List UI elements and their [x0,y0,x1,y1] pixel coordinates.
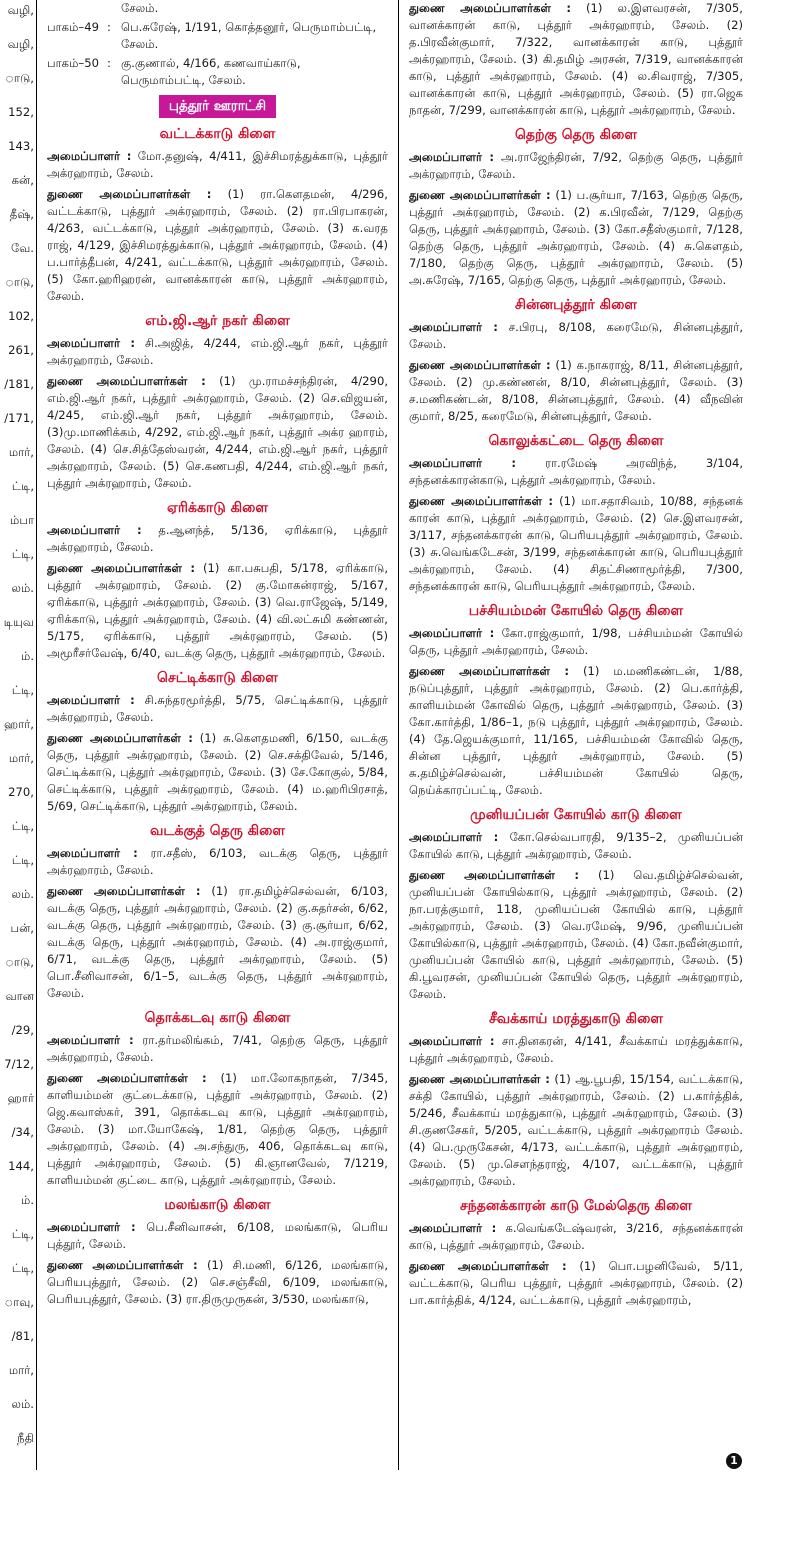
left-fragment: லம். [11,1397,34,1411]
left-fragment: 270, [8,785,34,799]
sub-label: துணை அமைப்பாளர்கள் : [409,1259,567,1273]
sub-organisers-entry [47,883,388,1002]
branch-heading: வட்டக்காடு கிளை [159,126,276,142]
left-fragment: ட்டி, [11,1227,34,1241]
sub-label: துணை அமைப்பாளர்கள் : [409,188,551,202]
panchayat-banner-text: புத்தூர் ஊராட்சி [159,95,276,118]
organiser-text: கோ.செல்வபாரதி, 9/135–2, முனியப்பன் கோயில் காடு, புத்தூர் அக்ரஹாரம், சேலம். [409,830,743,861]
organiser-entry [409,1220,743,1254]
left-fragment: ட்டி, [11,479,34,493]
branch-heading: தெற்கு தெரு கிளை [515,127,637,143]
organiser-entry [409,1033,743,1067]
organiser-text: ரா.சதீஸ், 6/103, வடக்கு தெரு, புத்தூர் அக்ரஹாரம், சேலம். [47,846,388,877]
sub-organisers-entry [409,357,743,425]
left-fragment: கன், [11,173,34,187]
organiser-text: க.வெங்கடேஷ்வரன், 3/216, சந்தனக்காரன் காடு, புத்தூர் அக்ரஹாரம், சேலம். [409,1221,743,1252]
organiser-text: ரா.ரமேஷ் அரவிந்த், 3/104, சந்தனக்காரன்காடு, புத்தூர் அக்ரஹாரம், சேலம். [409,456,743,487]
right-sections [409,125,743,1309]
sub-organisers-entry [409,187,743,289]
left-fragment: நீதி [17,1431,34,1445]
left-fragment: லம். [11,887,34,901]
sub-text: (1) க.நாகராஜ், 8/11, சின்னபுத்தூர், சேலம். (2) மு.கண்ணன், 8/10, சின்னபுத்தூர், சேலம். (3) ச.மணிகண்டன், 8/108, சின்னபுத்தூர், சேலம். (4) வீநவின் குமார், 8/25, கரைமேடு, சின்னபுத்தூர், சேலம். [409,358,743,423]
organiser-label: அமைப்பாளர் : [47,1033,134,1047]
organiser-text: சா.தினகரன், 4/141, சீவக்காய் மரத்துக்காடு, புத்தூர் அக்ரஹாரம், சேலம். [409,1034,743,1065]
organiser-text: அ.ராஜேந்திரன், 7/92, தெற்கு தெரு, புத்தூர் அக்ரஹாரம், சேலம். [409,150,743,181]
organiser-entry [409,829,743,863]
sub-organisers-entry [409,867,743,1003]
organiser-label: அமைப்பாளர் : [409,830,499,844]
branch-heading: முனியப்பன் கோயில் காடு கிளை [470,807,682,823]
sub-label: துணை அமைப்பாளர்கள் : [409,358,551,372]
branch-heading: பச்சியம்மன் கோயில் தெரு கிளை [468,603,684,619]
panchayat-banner [47,95,388,118]
organiser-entry [47,1219,388,1253]
organiser-entry [409,455,743,489]
branch-heading: மலங்காடு கிளை [164,1197,271,1213]
sub-organisers-entry [47,560,388,662]
organiser-label: அமைப்பாளர் : [409,150,494,164]
sub-organisers-entry [409,1258,743,1309]
column-divider-left [36,0,37,1470]
branch-heading: சந்தனக்காரன் காடு மேல்தெரு கிளை [459,1198,693,1214]
sub-text: (1) மு.ராமச்சந்திரன், 4/290, எம்.ஜி.ஆர் நகர், புத்தூர் அக்ரஹாரம், சேலம். (2) செ.விஜயன், 4/245, எம்.ஜி.ஆர் நகர், புத்தூர் அக்ரஹாரம், சேலம். (3)மு.மாணிக்கம், 4/292, எம்.ஜி.ஆர் நகர், புத்தூர் அக்ர ஹாரம், சேலம். (4) செ.சித்தேஸ்வரன், 4/244, எம்.ஜி.ஆர் நகர், புத்தூர் அக்ரஹாரம், சேலம். (5) செ.கணபதி, 4/244, எம்.ஜி.ஆர் நகர், புத்தூர் அக்ரஹாரம், சேலம். [47,374,388,490]
left-fragment: ாடு, [5,71,34,85]
left-fragment: 261, [8,343,34,357]
branch-heading: செட்டிக்காடு கிளை [157,670,278,686]
left-fragment: ட்டி, [11,1261,34,1275]
middle-column [47,0,388,1312]
branch-heading: கொலுக்கட்டை தெரு கிளை [488,433,664,449]
part-value: பெ.சுரேஷ், 1/191, கொத்தனூர், பெருமாம்பட்டி, சேலம். [121,20,377,51]
left-fragment: வழி, [7,3,34,17]
left-fragment: ஹார், [3,717,34,731]
organiser-text: ச.பிரபு, 8/108, கரைமேடு, சின்னபுத்தூர், சேலம். [409,320,743,351]
organiser-label: அமைப்பாளர் : [409,1221,497,1235]
sub-organisers-entry [47,1257,388,1308]
part-row [47,0,388,17]
organiser-label: அமைப்பாளர் : [409,320,498,334]
top-sub-organisers [409,0,743,119]
left-fragment: ட்டி, [11,683,34,697]
organiser-entry [409,319,743,353]
part-row [47,19,388,53]
sub-organisers-entry [409,1071,743,1190]
organiser-entry [47,1032,388,1066]
branch-heading: சின்னபுத்தூர் கிளை [515,297,637,313]
middle-sections [47,124,388,1308]
left-fragment: மார், [8,445,34,459]
sub-text: (1) ரா.தமிழ்ச்செல்வன், 6/103, வடக்கு தெரு, புத்தூர் அக்ரஹாரம், சேலம். (2) கு.சுதர்சன், 6/62, வடக்கு தெரு, புத்தூர் அக்ரஹாரம், சேலம். (3) கு.சூர்யா, 6/62, வடக்கு தெரு, புத்தூர் அக்ரஹாரம், சேலம். (4) அ.ராஜ்குமார், 6/71, வடக்கு தெரு, புத்தூர் அக்ரஹாரம், சேலம். (5) பொ.சீனிவாசன், 6/1–5, வடக்கு தெரு, புத்தூர் அக்ரஹாரம், சேலம். [47,884,388,1000]
organiser-label: அமைப்பாளர் : [47,336,135,350]
sub-organisers-entry [47,373,388,492]
left-fragment: ம்பா [9,513,34,527]
organiser-text: மோ.தனுஷ், 4/411, இச்சிமரத்துக்காடு, புத்தூர் அக்ரஹாரம், சேலம். [47,149,388,180]
sub-label: துணை அமைப்பாளர்கள் : [47,187,212,201]
organiser-label: அமைப்பாளர் : [409,456,516,470]
organiser-entry [47,335,388,369]
organiser-entry [47,522,388,556]
sub-organisers-entry [409,663,743,799]
left-fragment: ஹார் [7,1091,34,1105]
sub-text: (1) மா.சதாசிவம், 10/88, சந்தனக் காரன் காடு, புத்தூர் அக்ரஹாரம், சேலம். (2) செ.இளவரசன், 3/117, சந்தனக்காரன் காடு, பெரியபுத்தூர் அக்ரஹாரம், சேலம். (3) சு.வெங்கடேசன், 3/199, சந்தனக்காரன் காடு, பெரியபுத்தூர் அக்ரஹாரம், சேலம். (4) சிதட்சிணாமூர்த்தி, 7/300, சந்தனக்காரன் காடு, பெரியபுத்தூர் அக்ரஹாரம், சேலம். [409,494,743,593]
branch-heading: சீவக்காய் மரத்துகாடு கிளை [488,1011,663,1027]
sub-label: துணை அமைப்பாளர்கள் : [47,1258,198,1272]
sub-organisers-entry [47,186,388,305]
left-fragment: ட்டி, [11,547,34,561]
right-column [409,0,743,1313]
part-number: பாகம்–50 [47,56,99,70]
part-colon [107,0,121,17]
organiser-label: அமைப்பாளர் : [47,149,132,163]
left-fragment: 102, [8,309,34,323]
branch-heading: ஏரிக்காடு கிளை [167,500,268,516]
left-fragment: ாடு, [5,275,34,289]
left-fragment: வழி, [7,37,34,51]
left-fragment: தீஷ், [9,207,34,221]
branch-heading: வடக்குத் தெரு கிளை [149,823,286,839]
part-value: கு.குணால், 4/166, கணவாய்காடு, பெருமாம்பட்டி, சேலம். [121,56,301,87]
sub-text: (1) ரா.கௌதமன், 4/296, வட்டக்காடு, புத்தூர் அக்ரஹாரம், சேலம். (2) ரா.பிரபாகரன், 4/263, வட்டக்காடு, புத்தூர் அக்ரஹாரம், சேலம். (3) க.வரத ராஜ், 4/129, இச்சிமரத்துக்காடு, புத்தூர் அக்ரஹாரம், சேலம். (4) ப.பார்த்தீபன், 4/241, வட்டக்காடு, புத்தூர் அக்ரஹாரம், சேலம். (5) கோ.ஹரிஹரன், வானக்காரன் காடு, புத்தூர் அக்ரஹாரம், சேலம். [47,187,388,303]
sub-label: துணை அமைப்பாளர்கள் : [47,1071,207,1085]
part-colon: : [107,56,111,70]
part-value: சேலம். [121,1,159,15]
sub-text: (1) ம.மணிகண்டன், 1/88, நடுப்புத்தூர், புத்தூர் அக்ரஹாரம், சேலம். (2) பெ.கார்த்தி, காளியம்மன் கோவில் தெரு, புத்தூர் அக்ரஹாரம், சேலம். (3) கோ.கார்த்தி, 1/86–1, நடு புத்தூர், புத்தூர் அக்ரஹாரம், சேலம். (4) தே.ஜெயக்குமார், 11/165, பச்சியம்மன் கோவில் தெரு, சின்ன புத்தூர், புத்தூர் அக்ரஹாரம், சேலம். (5) சு.தமிழ்ச்செல்வன், பச்சியம்மன் கோயில் தெரு, நெய்க்காரப்பட்டி, சேலம். [409,664,743,797]
sub-label: துணை அமைப்பாளர்கள் : [47,374,206,388]
sub-label: துணை அமைப்பாளர்கள் : [409,494,554,508]
left-fragment: ாவு, [4,1295,34,1309]
sub-organisers-entry [409,493,743,595]
sub-text: (1) ஆ.பூபதி, 15/154, வட்டக்காடு, சக்தி கோயில், புத்தூர் அக்ரஹாரம், சேலம். (2) ப.கார்த்திக், 5/246, சீவக்காய் மரத்துகாடு, புத்தூர் அக்ரஹாரம், சேலம். (3) சி.குணசேகர், 5/205, வட்டக்காடு, புத்தூர் அக்ரஹாரம் சேலம். (4) பெ.முருகேசன், 4/173, வட்டக்காடு, புத்தூர் அக்ரஹாரம், சேலம். (5) மு.சௌந்தராஜ், 4/107, வட்டக்காடு, புத்தூர் அக்ரஹாரம், சேலம். [409,1072,743,1188]
part-number: பாகம்–49 [47,20,99,34]
organiser-text: த.ஆனந்த், 5/136, ஏரிக்காடு, புத்தூர் அக்ரஹாரம், சேலம். [47,523,388,554]
organiser-entry [409,625,743,659]
organiser-label: அமைப்பாளர் : [47,1220,136,1234]
branch-heading: தொக்கடவு காடு கிளை [144,1010,291,1026]
left-column-fragments [0,0,34,1447]
sub-text: (1) கா.பசுபதி, 5/178, ஏரிக்காடு, புத்தூர் அக்ரஹாரம், சேலம். (2) கு.மோகன்ராஜ், 5/167, ஏரிக்காடு, புத்தூர் அக்ரஹாரம், சேலம். (3) வெ.ராஜேஷ், 5/149, ஏரிக்காடு, புத்தூர் அக்ரஹாரம், சேலம். (4) வி.லட்சுமி கண்ணன், 5/175, ஏரிக்காடு, புத்தூர் அக்ரஹாரம், சேலம். (5) அமூரீசர்வேஷ், 6/40, வடக்கு தெரு, புத்தூர் அக்ரஹாரம், சேலம். [47,561,388,660]
sub-text: (1) வெ.தமிழ்ச்செல்வன், முனியப்பன் கோயில்காடு, புத்தூர் அக்ரஹாரம், சேலம். (2) நா.பரத்குமார், 118, முனியப்பன் கோயில் காடு, புத்தூர் அக்ரஹாரம், சேலம். (3) வெ.ரமேஷ், 9/96, முனியப்பன் கோயில்காடு, புத்தூர் அக்ரஹாரம், சேலம். (4) கோ.நவீன்குமார், முனியப்பன் கோயில் காடு, புத்தூர் அக்ரஹாரம், சேலம். (5) கி.பூவரசன், முனியப்பன் கோயில் தெரு, புத்தூர் அக்ரஹாரம், சேலம். [409,868,743,1001]
left-fragment: 143, [8,139,34,153]
organiser-text: சி.சுந்தரமூர்த்தி, 5/75, செட்டிக்காடு, புத்தூர் அக்ரஹாரம், சேலம். [47,693,388,724]
sub-text: (1) பொ.பழனிவேல், 5/11, வட்டக்காடு, பெரிய புத்தூர், புத்தூர் அக்ரஹாரம், சேலம். (2) பா.கார்த்திக், 4/124, வட்டக்காடு, புத்தூர் அக்ரஹாரம், [409,1259,743,1307]
page-number: 1 [726,1453,742,1469]
part-list [47,0,388,89]
left-fragment: ாடு, [5,955,34,969]
part-row [47,55,388,89]
sub-text: (1) மா.லோகநாதன், 7/345, காளியம்மன் குட்டைக்காடு, புத்தூர் அக்ரஹாரம், சேலம். (2) ஜெ.கவாஸ்கர், 391, தொக்கடவு காடு, புத்தூர் அக்ரஹாரம், சேலம். (3) மா.யோகேஷ், 1/81, தெற்கு தெரு, புத்தூர் அக்ரஹாரம், சேலம். (4) அ.சந்துரு, 406, தொக்கடவு காடு, புத்தூர் அக்ரஹாரம், சேலம். (5) கி.ஞானவேல், 7/1219, காளியம்மன் குட்டை காடு, புத்தூர் அக்ரஹாரம், சேலம். [47,1071,388,1187]
left-fragment: 144, [8,1159,34,1173]
part-colon: : [107,20,111,34]
left-fragment: /34, [11,1125,34,1139]
sub-label: துணை அமைப்பாளர்கள் : [409,1,571,15]
sub-label: துணை அமைப்பாளர்கள் : [409,664,569,678]
left-fragment: ம். [20,1193,34,1207]
sub-label: துணை அமைப்பாளர்கள் : [47,731,193,745]
sub-label: துணை அமைப்பாளர்கள் : [409,868,579,882]
left-fragment: ம். [20,649,34,663]
sub-label: துணை அமைப்பாளர்கள் : [47,561,196,575]
organiser-entry [47,692,388,726]
sub-organisers-entry [47,730,388,815]
sub-text: (1) ப.சூர்யா, 7/163, தெற்கு தெரு, புத்தூர் அக்ரஹாரம், சேலம். (2) க.பிரவீன், 7/129, தெற்கு தெரு, புத்தூர் அக்ரஹாரம், சேலம். (3) கோ.சதீஸ்குமார், 7/128, தெற்கு தெரு, புத்தூர் அக்ரஹாரம், சேலம். (4) சு.கௌதம், 7/180, தெற்கு தெரு, புத்தூர் அக்ரஹாரம், சேலம். (5) அ.சுரேஷ், 7/165, தெற்கு தெரு, புத்தூர் அக்ரஹாரம், சேலம். [409,188,743,287]
sub-label: துணை அமைப்பாளர்கள் : [409,1072,550,1086]
left-fragment: வே. [10,241,34,255]
organiser-text: சி.அஜித், 4/244, எம்.ஜி.ஆர் நகர், புத்தூர் அக்ரஹாரம், சேலம். [47,336,388,367]
organiser-label: அமைப்பாளர் : [409,626,495,640]
sub-label: துணை அமைப்பாளர்கள் : [47,884,201,898]
branch-heading: எம்.ஜி.ஆர் நகர் கிளை [145,313,290,329]
organiser-label: அமைப்பாளர் : [409,1034,495,1048]
left-fragment: ட்டி, [11,853,34,867]
part-number [47,0,107,17]
sub-text: (1) சி.மணி, 6/126, மலங்காடு, பெரியபுத்தூர், சேலம். (2) செ.சஞ்சீவி, 6/109, மலங்காடு, பெரியபுத்தூர், சேலம். (3) ரா.திருமுருகன், 3/530, மலங்காடு, [47,1258,388,1306]
organiser-text: பெ.சீனிவாசன், 6/108, மலங்காடு, பெரிய புத்தூர், சேலம். [47,1220,388,1251]
organiser-text: கோ.ராஜ்குமார், 1/98, பச்சியம்மன் கோயில் தெரு, புத்தூர் அக்ரஹாரம், சேலம். [409,626,743,657]
left-fragment: டியுவ [3,615,34,629]
left-fragment: /29, [11,1023,34,1037]
organiser-entry [47,148,388,182]
left-fragment: /171, [4,411,34,425]
organiser-label: அமைப்பாளர் : [47,693,135,707]
left-fragment: வான [5,989,34,1003]
left-fragment: 7/12, [4,1057,34,1071]
column-divider-right [398,0,399,1470]
sub-organisers-entry [47,1070,388,1189]
organiser-entry [409,149,743,183]
left-fragment: 152, [8,105,34,119]
organiser-label: அமைப்பாளர் : [47,523,142,537]
left-fragment: /181, [4,377,34,391]
left-fragment: மார், [8,751,34,765]
sub-text: (1) ல.இளவரசன், 7/305, வானக்காரன் காடு, புத்தூர் அக்ரஹாரம், சேலம். (2) த.பிரவீன்குமார், 7/322, வானக்காரன் காடு, புத்தூர் அக்ரஹாரம், சேலம். (3) கி.தமிழ் அரசன், 7/319, வானக்காரன் காடு, புத்தூர் அக்ரஹாரம், சேலம். (4) ல.சிவராஜ், 7/305, வானக்காரன் காடு, புத்தூர் அக்ரஹாரம், சேலம். (5) ரா.ஜெக நாதன், 7/299, வானக்காரன் காடு, புத்தூர் அக்ரஹாரம், சேலம். [409,1,743,117]
left-fragment: லம். [11,581,34,595]
left-fragment: பன், [10,921,34,935]
organiser-text: ரா.தர்மலிங்கம், 7/41, தெற்கு தெரு, புத்தூர் அக்ரஹாரம், சேலம். [47,1033,388,1064]
left-fragment: /81, [11,1329,34,1343]
sub-text: (1) சு.கௌதமணி, 6/150, வடக்கு தெரு, புத்தூர் அக்ரஹாரம், சேலம். (2) செ.சக்திவேல், 5/146, செட்டிக்காடு, புத்தூர் அக்ரஹாரம், சேலம். (3) சே.கோகுல், 5/84, செட்டிக்காடு, புத்தூர் அக்ரஹாரம், சேலம். (4) ம.ஹரிபிரசாத், 5/69, செட்டிக்காடு, புத்தூர் அக்ரஹாரம், சேலம். [47,731,388,813]
left-fragment: மார், [8,1363,34,1377]
organiser-entry [47,845,388,879]
organiser-label: அமைப்பாளர் : [47,846,138,860]
left-fragment: ட்டி, [11,819,34,833]
